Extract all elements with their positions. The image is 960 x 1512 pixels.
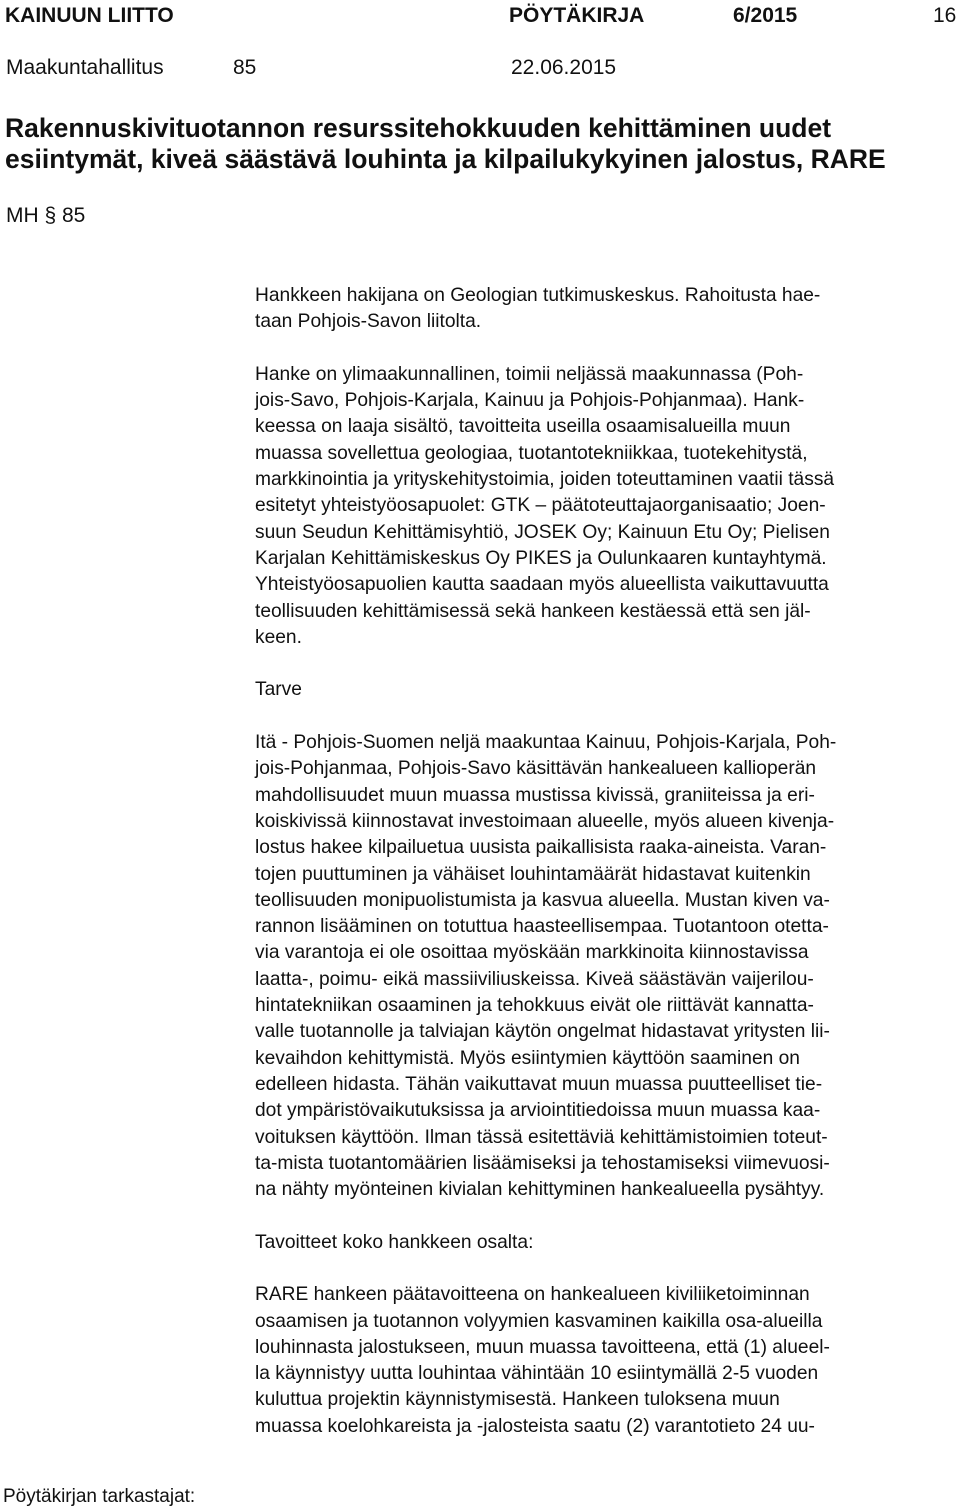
paragraph-line: Itä - Pohjois-Suomen neljä maakuntaa Kainuu, Pohjois-Karjala, Poh- [255, 732, 837, 754]
title-line: Rakennuskivituotannon resurssitehokkuuden kehittäminen uudet [5, 113, 832, 143]
section-number: 85 [233, 56, 257, 79]
paragraph-gap [255, 336, 955, 362]
paragraph-line: Tavoitteet koko hankkeen osalta: [255, 1231, 534, 1253]
paragraph-line: muassa koelohkareista ja -jalosteista saatu (2) varantotieto 24 uu- [255, 1415, 815, 1437]
paragraph-line: koiskivissä kiinnostavat investoimaan alueelle, myös alueen kivenja- [255, 810, 835, 832]
paragraph [255, 730, 955, 1203]
paragraph-line: jois-Savo, Pohjois-Karjala, Kainuu ja Pohjois-Pohjanmaa). Hank- [255, 390, 805, 412]
paragraph-line: Karjalan Kehittämiskeskus Oy PIKES ja Oulunkaaren kuntayhtymä. [255, 547, 827, 569]
paragraph-line: Hanke on ylimaakunnallinen, toimii neljässä maakunnassa (Poh- [255, 363, 804, 385]
paragraph-line: Tarve [255, 679, 302, 701]
paragraph-line: dot ympäristövaikutuksissa ja arviointitiedoissa muun muassa kaa- [255, 1100, 821, 1122]
paragraph-line: esitetyt yhteistyöosapuolet: GTK – päätoteuttajaorganisaatio; Joen- [255, 495, 826, 517]
paragraph-line: laatta-, poimu- eikä massiiviliuskeissa. Kiveä säästävän vaijerilou- [255, 968, 814, 990]
paragraph [255, 362, 955, 651]
paragraph-line: kuluttua projektin käynnistymisestä. Hankeen tuloksena muun [255, 1389, 780, 1411]
paragraph-line: louhinnasta jalostukseen, muun muassa tavoitteena, että (1) alueel- [255, 1336, 830, 1358]
meeting-date: 22.06.2015 [511, 56, 617, 79]
paragraph [255, 283, 955, 336]
paragraph-line: teollisuuden kehittämisessä sekä hankeen kestäessä että sen jäl- [255, 600, 811, 622]
paragraph-line: Yhteistyöosapuolien kautta saadaan myös alueellista vaikuttavuutta [255, 574, 829, 596]
paragraph-line: la käynnistyy uutta louhintaa vähintään 10 esiintymällä 2-5 vuoden [255, 1363, 819, 1385]
paragraph-line: kevaihdon kehittymistä. Myös esiintymien käyttöön saaminen on [255, 1047, 800, 1069]
paragraph-line: osaamisen ja tuotannon volyymien kasvaminen kaikilla osa-alueilla [255, 1310, 823, 1332]
paragraph-gap [255, 651, 955, 677]
paragraph-line: keen. [255, 626, 302, 648]
meeting-body: Maakuntahallitus [6, 56, 164, 79]
page-number: 16 [933, 4, 957, 27]
paragraph-gap [255, 1203, 955, 1229]
paragraph-line: Hankkeen hakijana on Geologian tutkimuskeskus. Rahoitusta hae- [255, 285, 821, 306]
paragraph-line: markkinointia ja yrityskehitystoimia, joiden toteuttaminen vaatii tässä [255, 469, 835, 491]
organization-name: KAINUUN LIITTO [5, 4, 174, 27]
paragraph-line: teollisuuden monipuolistumista ja kasvua alueella. Mustan kiven va- [255, 889, 830, 911]
section-reference: MH § 85 [6, 204, 86, 227]
paragraph-line: lostus hakee kilpailuetua uusista paikallisista raaka-aineista. Varan- [255, 837, 827, 859]
paragraph-line: keessa on laaja sisältö, tavoitteita useilla osaamisalueilla muun [255, 416, 791, 438]
title-line: esiintymät, kiveä säästävä louhinta ja kilpailukykyinen jalostus, RARE [5, 144, 886, 174]
paragraph-line: voituksen käyttöön. Ilman tässä esitettäviä kehittämistoimien toteut- [255, 1126, 828, 1148]
paragraph-line: tojen puuttuminen ja vähäiset louhintamäärät hidastavat kuitenkin [255, 863, 811, 885]
paragraph-line: suun Seudun Kehittämisyhtiö, JOSEK Oy; Kainuun Etu Oy; Pielisen [255, 521, 830, 543]
paragraph-gap [255, 1256, 955, 1282]
paragraph-line: na nähty myönteinen kivialan kehittyminen hankealueella pysähtyy. [255, 1179, 825, 1201]
paragraph-line: edelleen hidasta. Tähän vaikuttavat muun muassa puutteelliset tie- [255, 1073, 823, 1095]
paragraph-gap [255, 704, 955, 730]
paragraph [255, 1282, 955, 1440]
paragraph-line: taan Pohjois-Savon liitolta. [255, 311, 482, 333]
agenda-item-title [5, 113, 955, 175]
paragraph [255, 677, 955, 703]
paragraph-line: RARE hankeen päätavoitteena on hankealueen kiviliiketoiminnan [255, 1284, 810, 1306]
document-type: PÖYTÄKIRJA [509, 4, 645, 27]
paragraph-line: rannon lisääminen on totuttua haasteellisempaa. Tuotantoon otetta- [255, 916, 829, 938]
paragraph-line: mahdollisuudet muun muassa mustissa kivissä, graniiteissa ja eri- [255, 784, 815, 806]
paragraph-line: muassa sovellettua geologiaa, tuotantotekniikkaa, tuotekehitystä, [255, 442, 808, 464]
paragraph-line: hintatekniikan osaaminen ja tehokkuus eivät ole riittävät kannatta- [255, 995, 814, 1017]
document-number: 6/2015 [733, 4, 798, 27]
paragraph-line: valle tuotannolle ja talviajan käytön ongelmat hidastavat yritysten lii- [255, 1021, 830, 1043]
paragraph-line: via varantoja ei ole osoittaa myöskään markkinoita kiinnostavissa [255, 942, 809, 964]
minutes-reviewers-label: Pöytäkirjan tarkastajat: [3, 1486, 196, 1507]
paragraph-line: ta-mista tuotantomäärien lisäämiseksi ja tehostamiseksi viimevuosi- [255, 1152, 830, 1174]
paragraph [255, 1230, 955, 1256]
body-text [255, 283, 955, 1440]
paragraph-line: jois-Pohjanmaa, Pohjois-Savo käsittävän hankealueen kallioperän [255, 758, 817, 780]
